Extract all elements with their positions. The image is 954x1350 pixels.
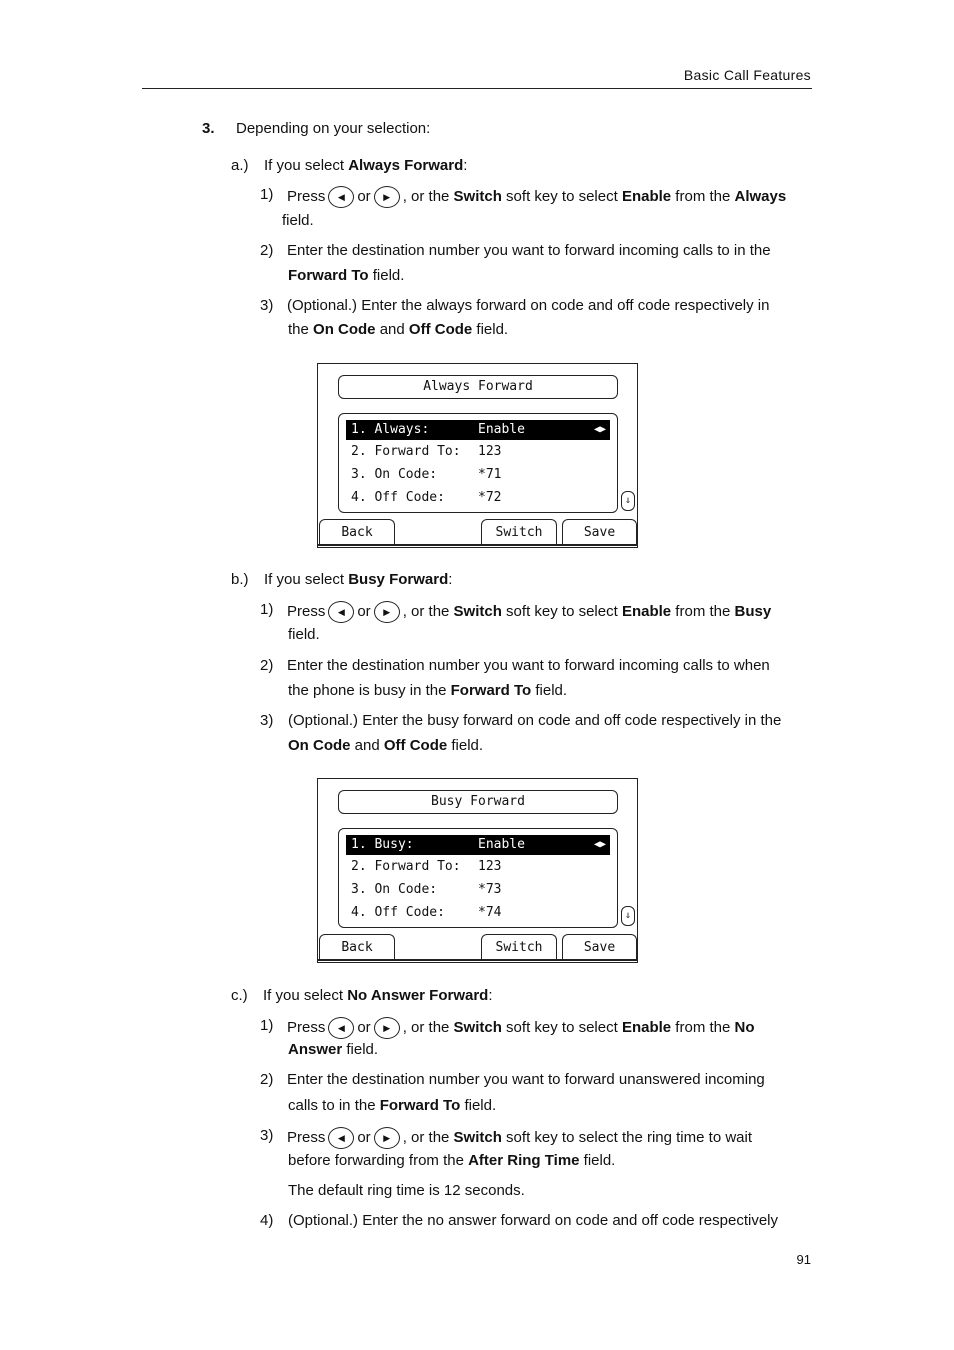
left-nav-key-icon: ◀ — [328, 601, 354, 623]
left-nav-key-icon: ◀ — [328, 186, 354, 208]
page-number: 91 — [796, 1252, 811, 1267]
softkey-bar — [318, 544, 637, 546]
option-b-heading: If you select Busy Forward: — [264, 571, 453, 588]
right-nav-key-icon: ▶ — [374, 1127, 400, 1149]
left-right-arrows-icon: ◀▶ — [593, 424, 606, 435]
right-nav-key-icon: ▶ — [374, 601, 400, 623]
option-c-heading: If you select No Answer Forward: — [263, 987, 493, 1004]
scroll-down-icon[interactable]: ⇓ — [621, 491, 635, 511]
save-softkey[interactable]: Save — [562, 934, 637, 960]
phone-screen-always-forward — [317, 363, 638, 548]
b-step2-line1: Enter the destination number you want to forward incoming calls to when — [287, 657, 770, 674]
scroll-down-icon[interactable]: ⇓ — [621, 906, 635, 926]
a-step2-line2: Forward To field. — [288, 267, 405, 284]
switch-softkey[interactable]: Switch — [481, 934, 557, 960]
option-a-label: a.) — [231, 157, 249, 174]
list-item[interactable]: 4. Off Code: *74 — [351, 905, 502, 920]
back-softkey[interactable]: Back — [319, 934, 395, 960]
left-right-arrows-icon: ◀▶ — [593, 839, 606, 850]
settings-list — [338, 413, 618, 513]
a-step1-num: 1) — [260, 186, 274, 203]
settings-list — [338, 828, 618, 928]
switch-softkey[interactable]: Switch — [481, 519, 557, 545]
c-step3-line1: Press ◀ or ▶ , or the Switch soft key to select the ring time to wait — [287, 1127, 752, 1149]
list-item[interactable]: 3. On Code: *71 — [351, 467, 502, 482]
c-step3-line2: before forwarding from the After Ring Time field. — [288, 1152, 616, 1169]
b-step1-num: 1) — [260, 601, 274, 618]
list-item-selected[interactable]: 1. Busy: Enable ◀▶ — [346, 835, 610, 855]
b-step3-line2: On Code and Off Code field. — [288, 737, 484, 754]
c-step1-cont: Answer field. — [288, 1041, 379, 1058]
step-number: 3. — [202, 120, 215, 137]
a-step3-line2: the On Code and Off Code field. — [288, 321, 509, 338]
b-step1-text: Press ◀ or ▶ , or the Switch soft key to select Enable from the Busy — [287, 601, 771, 623]
screen-title: Busy Forward — [338, 790, 618, 814]
a-step3-num: 3) — [260, 297, 274, 314]
softkey-bar — [318, 959, 637, 961]
running-header: Basic Call Features — [683, 67, 811, 83]
list-item-selected[interactable]: 1. Always: Enable ◀▶ — [346, 420, 610, 440]
back-softkey[interactable]: Back — [319, 519, 395, 545]
c-step1-num: 1) — [260, 1017, 274, 1034]
b-step3-num: 3) — [260, 712, 274, 729]
a-step1-cont: field. — [282, 212, 314, 229]
a-step2-line1: Enter the destination number you want to forward incoming calls to in the — [287, 242, 771, 259]
b-step3-line1: (Optional.) Enter the busy forward on code and off code respectively in the — [288, 712, 782, 729]
c-step4-line1: (Optional.) Enter the no answer forward on code and off code respectively — [288, 1212, 778, 1229]
c-step4-num: 4) — [260, 1212, 274, 1229]
option-b-label: b.) — [231, 571, 249, 588]
left-nav-key-icon: ◀ — [328, 1127, 354, 1149]
c-step3-note: The default ring time is 12 seconds. — [288, 1182, 525, 1199]
c-step2-line1: Enter the destination number you want to forward unanswered incoming — [287, 1071, 765, 1088]
phone-screen-busy-forward — [317, 778, 638, 963]
a-step1-text: Press ◀ or ▶ , or the Switch soft key to select Enable from the Always — [287, 186, 786, 208]
list-item[interactable]: 3. On Code: *73 — [351, 882, 502, 897]
c-step3-num: 3) — [260, 1127, 274, 1144]
header-rule — [142, 88, 812, 89]
right-nav-key-icon: ▶ — [374, 1017, 400, 1039]
c-step2-num: 2) — [260, 1071, 274, 1088]
list-item[interactable]: 4. Off Code: *72 — [351, 490, 502, 505]
a-step2-num: 2) — [260, 242, 274, 259]
c-step1-text: Press ◀ or ▶ , or the Switch soft key to select Enable from the No — [287, 1017, 755, 1039]
b-step2-line2: the phone is busy in the Forward To field. — [288, 682, 568, 699]
screen-title: Always Forward — [338, 375, 618, 399]
left-nav-key-icon: ◀ — [328, 1017, 354, 1039]
list-item[interactable]: 2. Forward To: 123 — [351, 859, 502, 874]
c-step2-line2: calls to in the Forward To field. — [288, 1097, 497, 1114]
a-step3-line1: (Optional.) Enter the always forward on code and off code respectively in — [287, 297, 770, 314]
b-step2-num: 2) — [260, 657, 274, 674]
option-a-heading: If you select Always Forward: — [264, 157, 468, 174]
b-step1-cont: field. — [288, 626, 320, 643]
save-softkey[interactable]: Save — [562, 519, 637, 545]
step-text: Depending on your selection: — [236, 120, 431, 137]
list-item[interactable]: 2. Forward To: 123 — [351, 444, 502, 459]
option-c-label: c.) — [231, 987, 248, 1004]
right-nav-key-icon: ▶ — [374, 186, 400, 208]
